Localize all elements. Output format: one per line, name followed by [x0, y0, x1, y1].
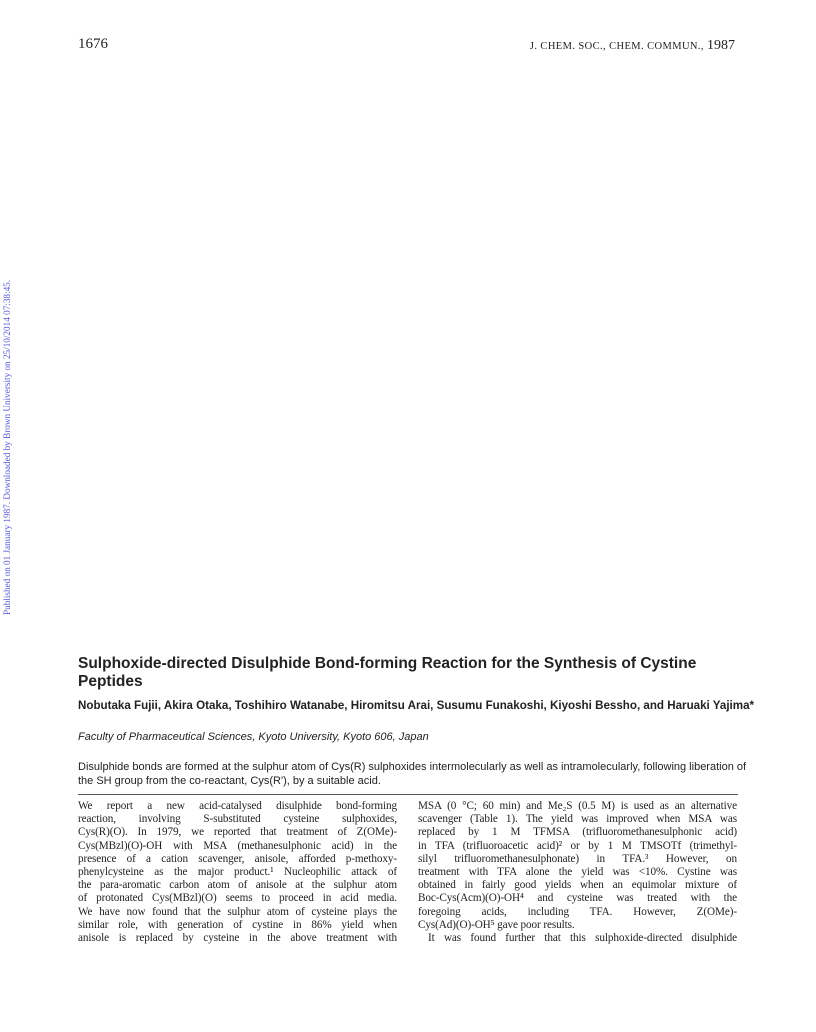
body-line: replaced by 1 M TFMSA (trifluoromethanesulphonic acid) — [418, 826, 737, 839]
affiliation: Faculty of Pharmaceutical Sciences, Kyoto University, Kyoto 606, Japan — [78, 731, 429, 743]
body-line: the para-aromatic carbon atom of anisole at the sulphur atom — [78, 879, 397, 892]
body-line: of protonated Cys(MBzl)(O) seems to proceed in acid media. — [78, 892, 397, 905]
body-line: We report a new acid-catalysed disulphide bond-forming — [78, 800, 397, 812]
section-divider — [78, 794, 738, 795]
body-line: scavenger (Table 1). The yield was improved when MSA was — [418, 813, 737, 826]
page-number: 1676 — [78, 36, 108, 52]
body-line: Cys(MBzl)(O)-OH with MSA (methanesulphonic acid) in the — [78, 839, 397, 852]
body-column-left — [78, 800, 397, 945]
download-provenance-note — [2, 215, 14, 615]
body-line: MSA (0 °C; 60 min) and Me₂S (0.5 M) is used as an alternative — [418, 800, 737, 812]
journal-year: 1987 — [707, 38, 735, 53]
body-line: foregoing acids, including TFA. However, Z(OMe)- — [418, 905, 737, 918]
author-list: Nobutaka Fujii, Akira Otaka, Toshihiro Watanabe, Hiromitsu Arai, Susumu Funakoshi, Kiyoshi Bessho, and Haruaki Yajima* — [78, 699, 755, 712]
journal-header — [530, 38, 735, 54]
body-line: silyl trifluoromethanesulphonate) in TFA.³ However, on — [418, 852, 737, 865]
body-line: presence of a cation scavenger, anisole, afforded p-methoxy- — [78, 852, 397, 865]
body-line: reaction, involving S-substituted cysteine sulphoxides, — [78, 813, 397, 826]
body-line: anisole is replaced by cysteine in the above treatment with — [78, 932, 397, 945]
article-title: Sulphoxide-directed Disulphide Bond-forming Reaction for the Synthesis of Cystine Peptides — [78, 655, 697, 690]
body-line: It was found further that this sulphoxide-directed disulphide — [428, 932, 737, 945]
body-line: We have now found that the sulphur atom of cysteine plays the — [78, 905, 397, 918]
body-line: treatment with TFA alone the yield was <10%. Cystine was — [418, 866, 737, 879]
body-line: Cys(R)(O). In 1979, we reported that treatment of Z(OMe)- — [78, 826, 397, 839]
download-provenance-text[interactable]: Published on 01 January 1987. Downloaded by Brown University on 25/10/2014 07:38:45. — [2, 279, 12, 615]
body-line: Boc-Cys(Acm)(O)-OH⁴ and cysteine was treated with the — [418, 892, 737, 905]
body-column-right — [418, 800, 737, 945]
body-line: Cys(Ad)(O)-OH⁵ gave poor results. — [418, 918, 575, 931]
body-line: in TFA (trifluoroacetic acid)² or by 1 M TMSOTf (trimethyl- — [418, 839, 737, 852]
journal-name: J. CHEM. SOC., CHEM. COMMUN., — [529, 41, 704, 52]
body-line: similar role, with generation of cystine in 86% yield when — [78, 918, 397, 931]
abstract: Disulphide bonds are formed at the sulphur atom of Cys(R) sulphoxides intermolecularly as well as intramolecularly, following liberation of the SH group from the co-reactant, Cys(R'), by a suitable acid. — [78, 761, 747, 787]
body-line: obtained in fairly good yields when an equimolar mixture of — [418, 879, 737, 892]
body-line: phenylcysteine as the major product.¹ Nucleophilic attack of — [78, 866, 397, 879]
